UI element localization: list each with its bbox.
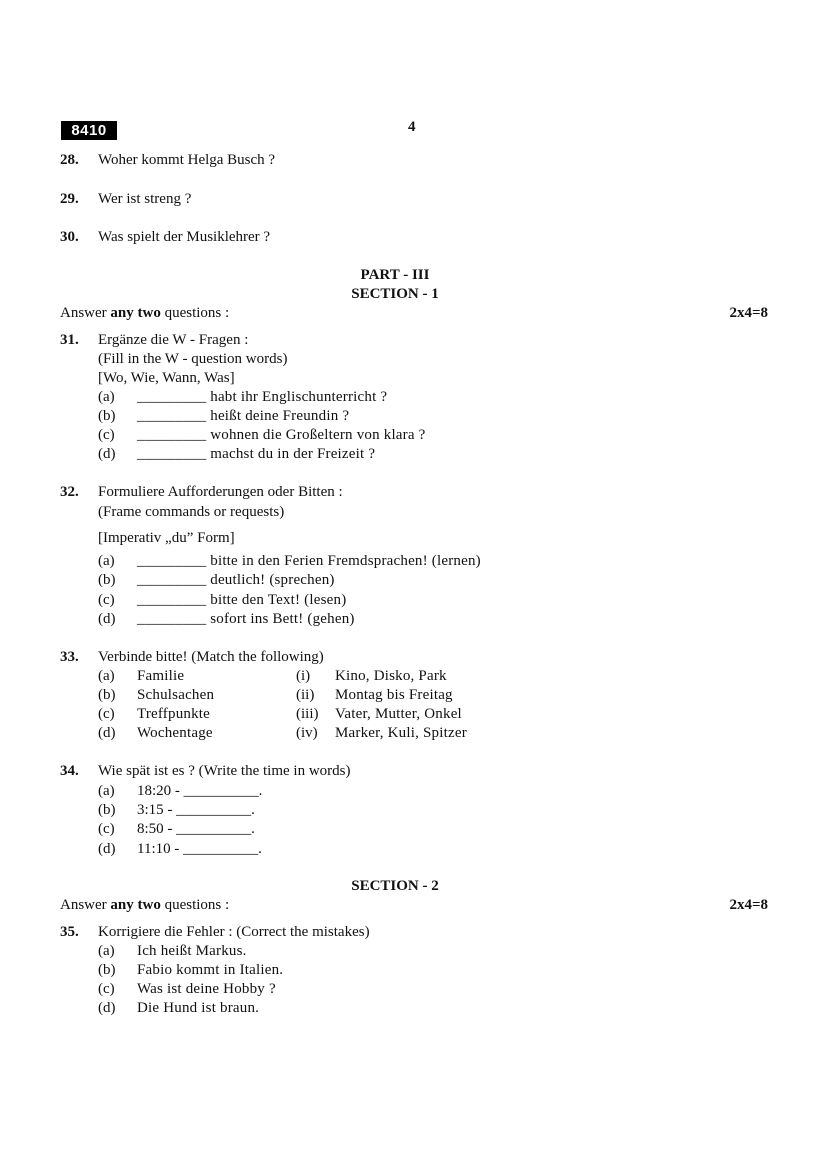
match-right: Marker, Kuli, Spitzer — [335, 725, 467, 741]
item-text: 18:20 - __________. — [137, 783, 263, 799]
question-title: Wie spät ist es ? (Write the time in words) — [98, 763, 351, 779]
question-hint: [Imperativ „du” Form] — [98, 530, 235, 546]
match-right: Vater, Mutter, Onkel — [335, 706, 462, 722]
item-label: (c) — [98, 706, 115, 722]
match-right: Kino, Disko, Park — [335, 668, 447, 684]
item-label: (d) — [98, 611, 116, 627]
section-title: SECTION - 1 — [351, 286, 439, 302]
match-right-label: (iv) — [296, 725, 318, 741]
question-number: 29. — [60, 191, 79, 207]
question-number: 30. — [60, 229, 79, 245]
item-label: (b) — [98, 408, 116, 424]
item-text: _________ heißt deine Freundin ? — [137, 408, 350, 424]
item-text: _________ bitte in den Ferien Fremdsprachen! (lernen) — [137, 553, 481, 569]
item-label: (c) — [98, 981, 115, 997]
question-number: 31. — [60, 332, 79, 348]
question-title: Ergänze die W - Fragen : — [98, 332, 249, 348]
match-right: Montag bis Freitag — [335, 687, 453, 703]
item-label: (d) — [98, 446, 116, 462]
match-left: Treffpunkte — [137, 706, 211, 722]
item-text: Die Hund ist braun. — [137, 1000, 260, 1016]
item-label: (d) — [98, 1000, 116, 1016]
item-text: 3:15 - __________. — [137, 802, 255, 818]
question-subtitle: (Frame commands or requests) — [98, 504, 285, 520]
item-text: Ich heißt Markus. — [137, 943, 247, 959]
question-title: Verbinde bitte! (Match the following) — [98, 649, 324, 665]
instruction: Answer any two questions : — [60, 897, 230, 913]
item-label: (c) — [98, 821, 115, 837]
item-label: (d) — [98, 841, 116, 857]
question-subtitle: (Fill in the W - question words) — [98, 351, 288, 367]
part-title: PART - III — [360, 267, 430, 283]
match-left: Schulsachen — [137, 687, 215, 703]
question-number: 35. — [60, 924, 79, 940]
question-text: Wer ist streng ? — [98, 191, 192, 207]
item-label: (a) — [98, 783, 115, 799]
item-text: _________ wohnen die Großeltern von klara ? — [137, 427, 426, 443]
item-label: (a) — [98, 553, 115, 569]
item-label: (b) — [98, 572, 116, 588]
match-left: Familie — [137, 668, 185, 684]
item-label: (c) — [98, 427, 115, 443]
item-text: Was ist deine Hobby ? — [137, 981, 276, 997]
item-text: 11:10 - __________. — [137, 841, 262, 857]
instruction: Answer any two questions : — [60, 305, 230, 321]
question-hint: [Wo, Wie, Wann, Was] — [98, 370, 235, 386]
item-label: (a) — [98, 389, 115, 405]
item-text: 8:50 - __________. — [137, 821, 255, 837]
question-text: Woher kommt Helga Busch ? — [98, 152, 276, 168]
match-left: Wochentage — [137, 725, 213, 741]
question-number: 28. — [60, 152, 79, 168]
page-number: 4 — [408, 119, 416, 135]
match-right-label: (iii) — [296, 706, 319, 722]
item-label: (b) — [98, 687, 116, 703]
question-text: Was spielt der Musiklehrer ? — [98, 229, 271, 245]
item-label: (c) — [98, 592, 115, 608]
item-label: (b) — [98, 962, 116, 978]
item-text: _________ sofort ins Bett! (gehen) — [137, 611, 355, 627]
item-text: _________ machst du in der Freizeit ? — [137, 446, 376, 462]
item-label: (a) — [98, 668, 115, 684]
paper-code-badge: 8410 — [61, 121, 117, 140]
question-number: 34. — [60, 763, 79, 779]
question-title: Formuliere Aufforderungen oder Bitten : — [98, 484, 343, 500]
item-text: _________ deutlich! (sprechen) — [137, 572, 335, 588]
question-number: 33. — [60, 649, 79, 665]
item-text: _________ habt ihr Englischunterricht ? — [137, 389, 388, 405]
item-label: (b) — [98, 802, 116, 818]
item-label: (d) — [98, 725, 116, 741]
item-text: Fabio kommt in Italien. — [137, 962, 284, 978]
match-right-label: (ii) — [296, 687, 315, 703]
marks: 2x4=8 — [729, 897, 768, 913]
item-text: _________ bitte den Text! (lesen) — [137, 592, 347, 608]
marks: 2x4=8 — [729, 305, 768, 321]
question-number: 32. — [60, 484, 79, 500]
match-right-label: (i) — [296, 668, 311, 684]
item-label: (a) — [98, 943, 115, 959]
question-title: Korrigiere die Fehler : (Correct the mistakes) — [98, 924, 370, 940]
section-title: SECTION - 2 — [351, 878, 439, 894]
